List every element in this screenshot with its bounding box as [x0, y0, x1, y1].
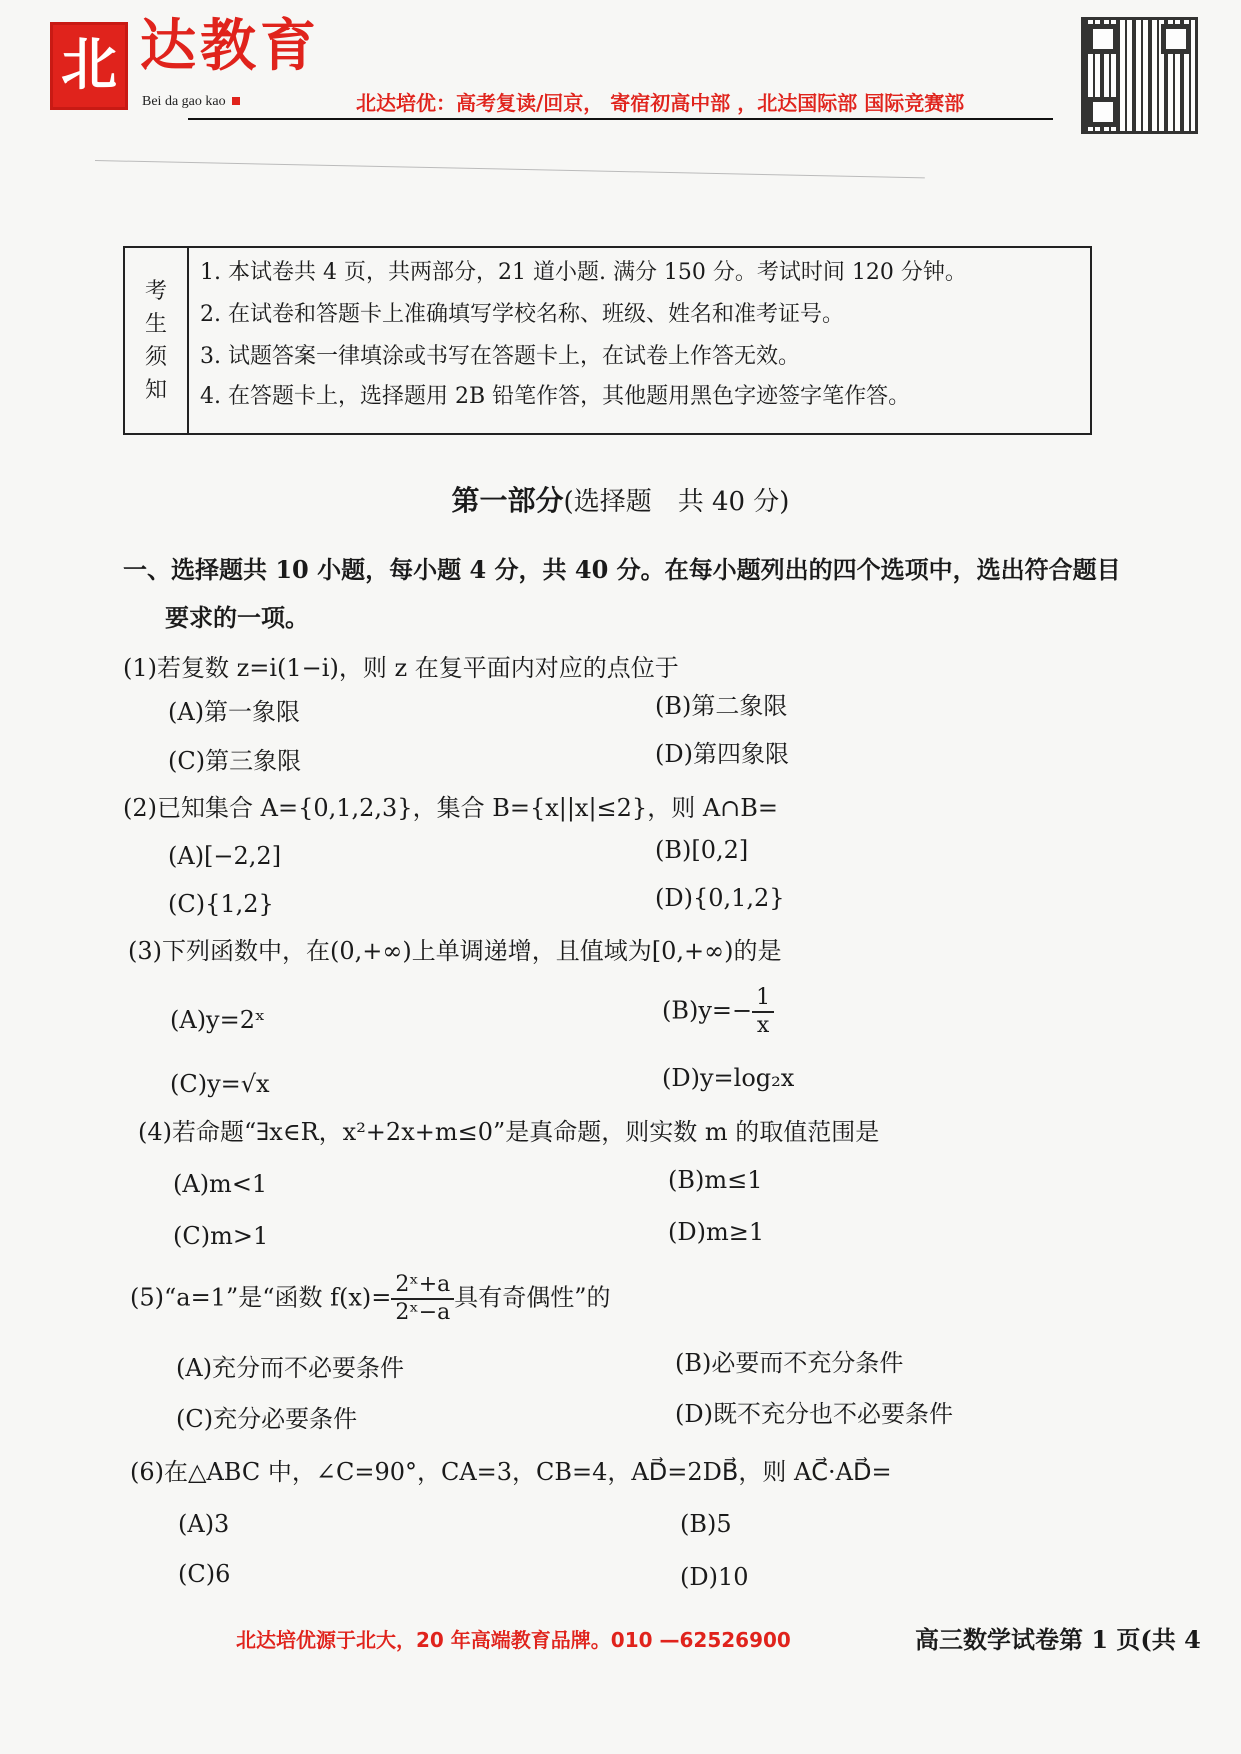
- option-b-label: (B)y=−: [662, 996, 753, 1025]
- notice-label-char: 考: [144, 278, 167, 304]
- option-d: (D)10: [680, 1563, 749, 1591]
- option-b: (B)必要而不充分条件: [675, 1349, 904, 1377]
- notice-label-char: 生: [144, 311, 167, 337]
- option-c: (C)充分必要条件: [176, 1405, 358, 1433]
- logo-char: 北: [61, 33, 117, 99]
- notice-item: 1. 本试卷共 4 页，共两部分，21 道小题. 满分 150 分。考试时间 120 分钟。: [200, 260, 967, 285]
- logo-sub-text: Bei da gao kao: [142, 94, 226, 109]
- qr-finder: [1161, 24, 1191, 54]
- footer-page-number: 高三数学试卷第 1 页(共 4: [915, 1625, 1201, 1654]
- option-d: (D)既不充分也不必要条件: [675, 1400, 953, 1428]
- fraction: [752, 985, 774, 1039]
- stem-text: (5)“a=1”是“函数 f(x)=: [130, 1283, 392, 1312]
- option-b: (B)第二象限: [655, 692, 788, 720]
- option-a: (A)[−2,2]: [168, 842, 282, 870]
- denominator: 2ˣ−a: [395, 1300, 451, 1325]
- notice-label-char: 知: [144, 377, 167, 403]
- section-title: 第一部分: [451, 484, 564, 517]
- qr-finder: [1088, 24, 1118, 54]
- question-stem: (6)在△ABC 中，∠C=90°，CA=3，CB=4，AD⃗=2DB⃗，则 AC⃗·AD⃗=: [130, 1458, 892, 1486]
- notice-box: [123, 246, 1092, 435]
- stem-text: 具有奇偶性”的: [454, 1283, 611, 1312]
- option-d: (D)y=log₂x: [662, 1064, 795, 1092]
- option-a: (A)充分而不必要条件: [176, 1354, 405, 1382]
- logo-subtitle: [142, 94, 240, 111]
- option-d: (D)m≥1: [668, 1218, 765, 1246]
- option-d: (D){0,1,2}: [655, 884, 785, 912]
- option-c: (C)m>1: [173, 1222, 269, 1250]
- logo-mark: [50, 22, 128, 110]
- instructions-line2: 要求的一项。: [165, 603, 309, 632]
- question-stem: (1)若复数 z=i(1−i)，则 z 在复平面内对应的点位于: [123, 654, 679, 682]
- logo-text: 达教育: [140, 13, 320, 79]
- denominator: x: [756, 1013, 770, 1038]
- numerator: 2ˣ+a: [391, 1272, 454, 1300]
- option-c: (C){1,2}: [168, 890, 274, 918]
- option-a: (A)3: [178, 1510, 230, 1538]
- option-b: (B)[0,2]: [655, 836, 749, 864]
- option-b: (B)m≤1: [668, 1166, 763, 1194]
- numerator: 1: [752, 985, 774, 1013]
- option-a: (A)第一象限: [168, 698, 301, 726]
- notice-item: 4. 在答题卡上，选择题用 2B 铅笔作答，其他题用黑色字迹签字笔作答。: [200, 384, 911, 409]
- option-d: (D)第四象限: [655, 740, 789, 768]
- header-divider: [188, 118, 1053, 120]
- option-b: (B)5: [680, 1510, 732, 1538]
- square-icon: [232, 97, 240, 105]
- option-a: (A)m<1: [173, 1170, 268, 1198]
- section-subtitle: (选择题 共 40 分): [563, 487, 790, 517]
- notice-item: 3. 试题答案一律填涂或书写在答题卡上，在试卷上作答无效。: [200, 344, 800, 369]
- option-c: (C)y=√x: [170, 1070, 270, 1098]
- option-b: [662, 985, 774, 1039]
- question-stem: [130, 1272, 611, 1326]
- notice-item: 2. 在试卷和答题卡上准确填写学校名称、班级、姓名和准考证号。: [200, 302, 844, 327]
- question-stem: (4)若命题“∃x∈R，x²+2x+m≤0”是真命题，则实数 m 的取值范围是: [138, 1118, 880, 1146]
- qr-code-icon: [1081, 17, 1198, 134]
- question-stem: (2)已知集合 A={0,1,2,3}，集合 B={x||x|≤2}，则 A∩B=: [123, 794, 779, 822]
- option-a: (A)y=2ˣ: [170, 1006, 266, 1034]
- header-slogan: 北达培优：高考复读/回京， 寄宿初高中部 ，北达国际部 国际竞赛部: [356, 91, 965, 115]
- option-c: (C)第三象限: [168, 747, 302, 775]
- instructions-line1: 一、选择题共 10 小题，每小题 4 分，共 40 分。在每小题列出的四个选项中，选出符合题目: [123, 555, 1121, 584]
- option-c: (C)6: [178, 1560, 231, 1588]
- section-heading: [0, 484, 1241, 518]
- footer-promo: 北达培优源于北大，20 年高端教育品牌。010 —62526900: [236, 1628, 791, 1652]
- qr-finder: [1088, 97, 1118, 127]
- notice-label: [125, 248, 189, 433]
- question-stem: (3)下列函数中，在(0,+∞)上单调递增，且值域为[0,+∞)的是: [128, 937, 782, 965]
- notice-label-char: 须: [144, 344, 167, 370]
- scan-artifact-line: [95, 160, 925, 178]
- fraction: [391, 1272, 454, 1326]
